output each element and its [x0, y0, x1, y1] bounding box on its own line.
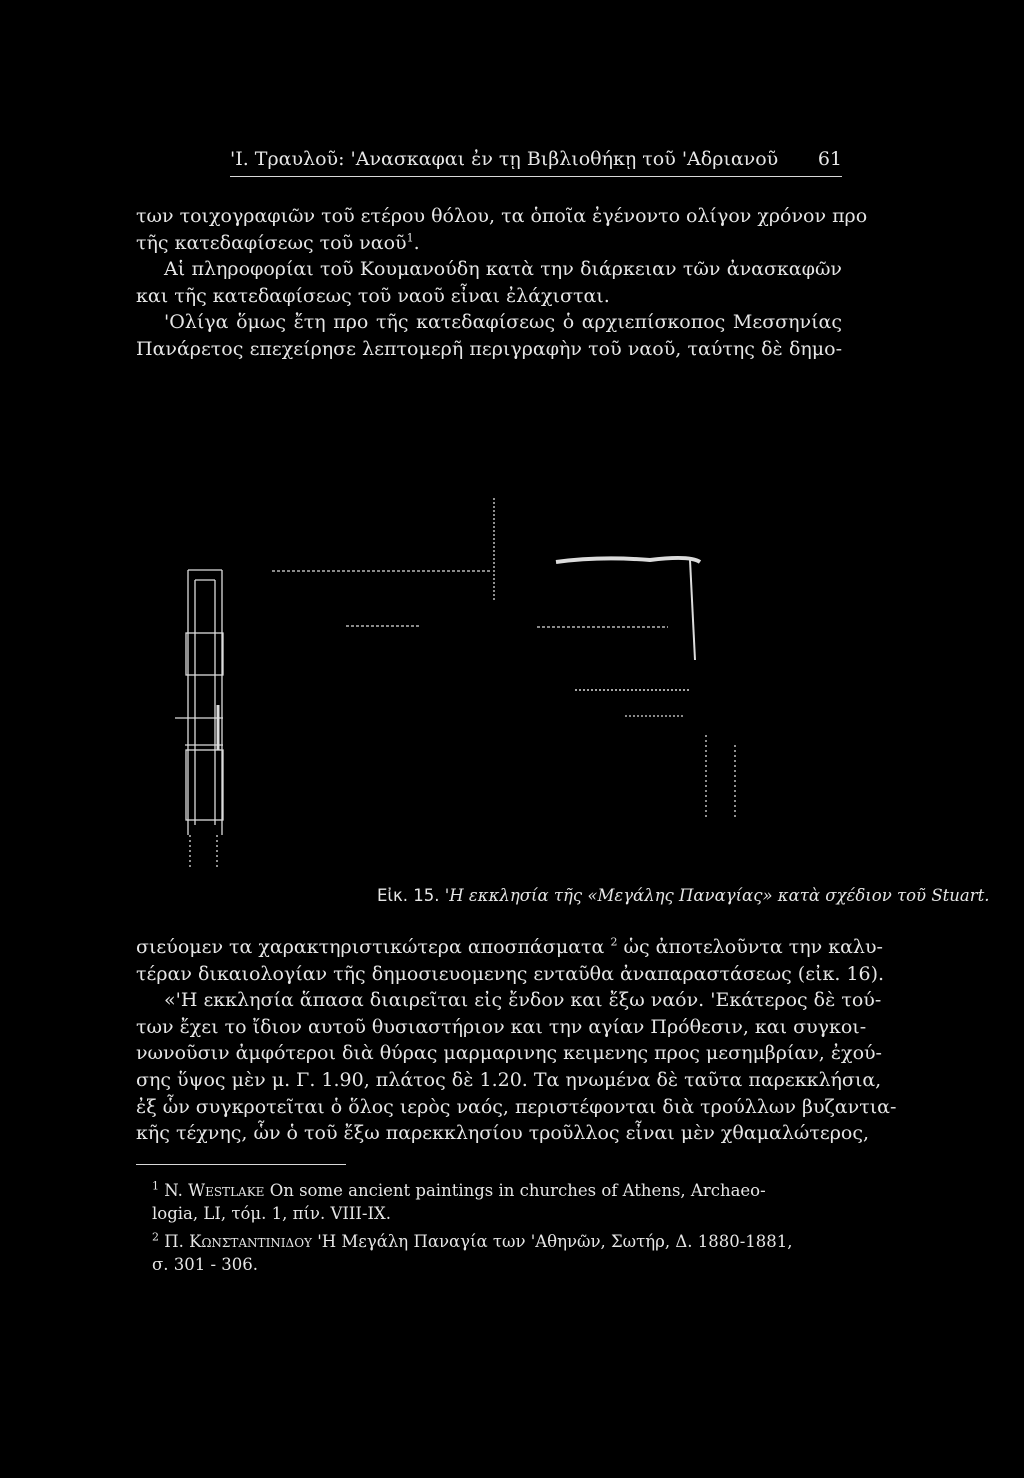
text-line: ἐξ ὧν συγκροτεῖται ὁ ὅλος ιερὸς ναός, περιστέφονται διὰ τρούλλων βυζαντια- [136, 1095, 897, 1118]
footnote-1: $^1$ N. Westlake On some ancient paintings in churches of Athens, Archaeo- logia, LI, τόμ. 1, πίν. VIII-IX. [152, 1179, 766, 1223]
footnote-ref: 1 [406, 231, 414, 245]
text-line: σιεύομεν τα χαρακτηριστικώτερα αποσπάσματα $^2$ ὡς ἀποτελοῦντα την καλυ- [136, 935, 883, 958]
page-number: 61 [817, 148, 842, 170]
column-block [186, 750, 223, 820]
column-block [186, 633, 223, 675]
text-line: των τοιχογραφιῶν τοῦ ετέρου θόλου, τα ὁποῖα ἐγένοντο ολίγον χρόνον προ [136, 205, 868, 227]
footnote-marker: 1 [152, 1179, 159, 1193]
footnote-author: Π. Κωνσταντινιδου [164, 1232, 312, 1251]
footnote-ref: 2 [610, 935, 618, 949]
text-line: των ἔχει το ἴδιον αυτοῦ θυσιαστήριον και την αγίαν Πρόθεσιν, και συγκοι- [136, 1015, 867, 1038]
roof-edge [556, 558, 700, 562]
text-line: «'Η εκκλησία ἅπασα διαιρεῖται εἰς ἔνδον και ἔξω ναόν. 'Εκάτερος δὲ τού- [164, 989, 882, 1012]
text-line: κῆς τέχνης, ὧν ὁ τοῦ ἔξω παρεκκλησίου τροῦλλος εἶναι μὲν χθαμαλώτερος, [136, 1122, 870, 1145]
text-line: 'Ολίγα ὅμως ἔτη προ τῆς κατεδαφίσεως ὁ αρχιεπίσκοπος Μεσσηνίας [164, 311, 842, 334]
wall-edge [690, 560, 695, 660]
figure-label: Εἰκ. 15. [377, 886, 440, 905]
text-line: τέραν δικαιολογίαν τῆς δημοσιευομενης ενταῦθα ἀναπαραστάσεως (εἰκ. 16). [136, 962, 885, 985]
footnote-rule [136, 1164, 346, 1165]
dotted-verticals [706, 735, 735, 820]
running-title: 'Ι. Τραυλοῦ: 'Ανασκαφαι ἐν τῃ Βιβλιοθήκῃ τοῦ 'Αδριανοῦ [230, 148, 779, 170]
footnote-author: N. Westlake [164, 1181, 265, 1200]
text-line: νωνοῦσιν ἀμφότεροι διὰ θύρας μαρμαρινης κειμενης προς μεσημβρίαν, ἐχού- [136, 1042, 882, 1065]
text-line: σης ὕψος μὲν μ. Γ. 1.90, πλάτος δὲ 1.20. Τα ηνωμένα δὲ ταῦτα παρεκκλήσια, [136, 1068, 882, 1091]
figure-caption [377, 886, 990, 905]
footnote-2: $^2$ Π. Κωνσταντινιδου 'Η Μεγάλη Παναγία των 'Αθηνῶν, Σωτήρ, Δ. 1880-1881, σ. 301 - 306. [152, 1230, 793, 1274]
text-line: Αἱ πληροφορίαι τοῦ Κουμανούδη κατὰ την διάρκειαν τῶν ἀνασκαφῶν [164, 258, 842, 281]
column-outline [188, 570, 222, 835]
footnote-marker: 2 [152, 1230, 159, 1244]
text-line: και τῆς κατεδαφίσεως τοῦ ναοῦ εἶναι ἐλάχισται. [136, 284, 610, 307]
figure-caption-text: 'Η εκκλησία τῆς «Μεγάλης Παναγίας» κατὰ σχέδιον τοῦ Stuart. [444, 886, 990, 905]
text-line: Πανάρετος επεχείρησε λεπτομερῆ περιγραφὴν τοῦ ναοῦ, ταύτης δὲ δημο- [136, 337, 842, 360]
text-line: τῆς κατεδαφίσεως τοῦ ναοῦ$^1$. [136, 231, 420, 254]
body-text-bottom [136, 934, 897, 1147]
